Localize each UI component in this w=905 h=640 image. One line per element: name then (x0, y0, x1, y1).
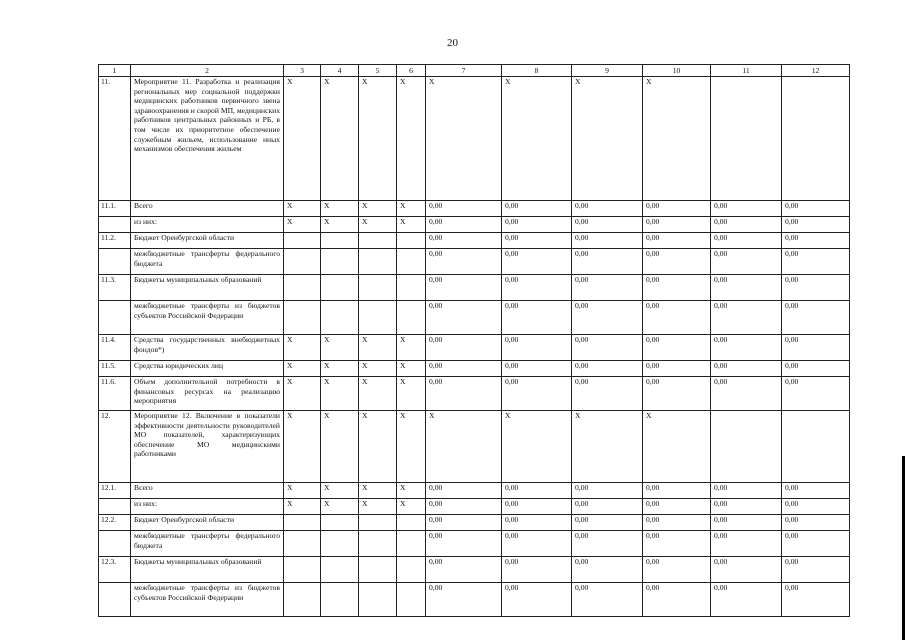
value-cell: 0,00 (426, 361, 502, 377)
value-cell: 0,00 (426, 301, 502, 335)
header-cell-2: 2 (131, 65, 284, 77)
value-cell: 0,00 (711, 301, 782, 335)
value-cell (359, 249, 397, 275)
value-cell: 0,00 (502, 361, 572, 377)
value-cell: 0,00 (782, 583, 850, 617)
value-cell (711, 77, 782, 201)
value-cell (359, 557, 397, 583)
value-cell: X (359, 201, 397, 217)
row-number-cell (99, 531, 131, 557)
table-row (99, 275, 850, 301)
value-cell: 0,00 (426, 499, 502, 515)
value-cell: 0,00 (643, 557, 711, 583)
description-cell: Мероприятие 12. Включение в показатели эффективности деятельности руководителей МО показателей, характеризующих обеспечение МО медицинскими работниками (131, 411, 284, 483)
value-cell (321, 557, 359, 583)
value-cell (397, 583, 426, 617)
value-cell: 0,00 (572, 361, 643, 377)
value-cell (284, 531, 321, 557)
value-cell (321, 515, 359, 531)
value-cell: 0,00 (502, 335, 572, 361)
value-cell: 0,00 (426, 249, 502, 275)
value-cell: 0,00 (426, 483, 502, 499)
value-cell: X (502, 77, 572, 201)
description-cell: Всего (131, 201, 284, 217)
value-cell (321, 531, 359, 557)
value-cell: 0,00 (711, 531, 782, 557)
financing-table (98, 64, 850, 617)
value-cell: X (359, 217, 397, 233)
table-row (99, 531, 850, 557)
table-row (99, 583, 850, 617)
header-cell-11: 11 (711, 65, 782, 77)
row-number-cell (99, 249, 131, 275)
value-cell: 0,00 (502, 301, 572, 335)
value-cell: 0,00 (502, 377, 572, 411)
value-cell: 0,00 (426, 557, 502, 583)
description-cell: Всего (131, 483, 284, 499)
description-cell: межбюджетные трансферты федерального бюджета (131, 249, 284, 275)
value-cell: 0,00 (643, 249, 711, 275)
value-cell: 0,00 (643, 275, 711, 301)
value-cell: X (643, 77, 711, 201)
value-cell: X (321, 201, 359, 217)
value-cell: 0,00 (711, 377, 782, 411)
value-cell: X (397, 377, 426, 411)
table-row (99, 217, 850, 233)
value-cell (397, 515, 426, 531)
value-cell: X (397, 411, 426, 483)
value-cell (321, 275, 359, 301)
value-cell (284, 275, 321, 301)
value-cell: 0,00 (502, 483, 572, 499)
value-cell: X (359, 499, 397, 515)
value-cell (321, 583, 359, 617)
value-cell (782, 411, 850, 483)
header-cell-5: 5 (359, 65, 397, 77)
table-row (99, 301, 850, 335)
value-cell: X (284, 335, 321, 361)
value-cell (284, 557, 321, 583)
value-cell: 0,00 (502, 557, 572, 583)
value-cell: X (284, 201, 321, 217)
row-number-cell: 12.1. (99, 483, 131, 499)
header-cell-10: 10 (643, 65, 711, 77)
value-cell: 0,00 (426, 531, 502, 557)
value-cell: 0,00 (643, 201, 711, 217)
value-cell (321, 249, 359, 275)
value-cell (711, 411, 782, 483)
description-cell: Бюджет Оренбургской области (131, 233, 284, 249)
table-header-row (99, 65, 850, 77)
value-cell: 0,00 (711, 499, 782, 515)
table-row (99, 515, 850, 531)
value-cell: X (572, 411, 643, 483)
row-number-cell: 11.6. (99, 377, 131, 411)
row-number-cell: 12.2. (99, 515, 131, 531)
value-cell: X (321, 411, 359, 483)
value-cell: 0,00 (572, 217, 643, 233)
value-cell: 0,00 (643, 483, 711, 499)
header-cell-1: 1 (99, 65, 131, 77)
value-cell: X (284, 377, 321, 411)
header-cell-9: 9 (572, 65, 643, 77)
header-cell-3: 3 (284, 65, 321, 77)
value-cell: 0,00 (782, 515, 850, 531)
row-number-cell: 11.1. (99, 201, 131, 217)
value-cell (284, 249, 321, 275)
value-cell (397, 233, 426, 249)
value-cell (359, 301, 397, 335)
value-cell: 0,00 (643, 583, 711, 617)
value-cell: 0,00 (426, 275, 502, 301)
table-row (99, 249, 850, 275)
header-cell-7: 7 (426, 65, 502, 77)
value-cell: 0,00 (782, 377, 850, 411)
value-cell: X (502, 411, 572, 483)
value-cell: X (397, 499, 426, 515)
value-cell: 0,00 (711, 233, 782, 249)
value-cell: X (284, 411, 321, 483)
value-cell: 0,00 (572, 483, 643, 499)
value-cell: X (321, 499, 359, 515)
value-cell: X (321, 77, 359, 201)
value-cell: 0,00 (502, 201, 572, 217)
table-row (99, 361, 850, 377)
value-cell: 0,00 (643, 335, 711, 361)
value-cell: 0,00 (711, 217, 782, 233)
table-row (99, 377, 850, 411)
value-cell: X (321, 217, 359, 233)
value-cell (359, 531, 397, 557)
value-cell: 0,00 (643, 515, 711, 531)
value-cell: 0,00 (782, 361, 850, 377)
value-cell: 0,00 (572, 233, 643, 249)
row-number-cell (99, 583, 131, 617)
value-cell: 0,00 (502, 515, 572, 531)
value-cell (359, 583, 397, 617)
row-number-cell: 11.3. (99, 275, 131, 301)
value-cell (397, 531, 426, 557)
value-cell: X (572, 77, 643, 201)
value-cell: 0,00 (643, 377, 711, 411)
value-cell: 0,00 (426, 377, 502, 411)
value-cell: 0,00 (782, 249, 850, 275)
table-row (99, 233, 850, 249)
value-cell: 0,00 (782, 233, 850, 249)
row-number-cell: 11.4. (99, 335, 131, 361)
value-cell: 0,00 (711, 249, 782, 275)
value-cell: 0,00 (782, 201, 850, 217)
value-cell (284, 583, 321, 617)
value-cell: X (397, 201, 426, 217)
value-cell (321, 233, 359, 249)
value-cell: 0,00 (572, 301, 643, 335)
value-cell: 0,00 (643, 233, 711, 249)
value-cell: 0,00 (643, 531, 711, 557)
value-cell: 0,00 (782, 499, 850, 515)
value-cell: X (397, 361, 426, 377)
value-cell: 0,00 (572, 335, 643, 361)
value-cell: X (359, 377, 397, 411)
value-cell: X (321, 483, 359, 499)
value-cell: X (426, 411, 502, 483)
row-number-cell: 12. (99, 411, 131, 483)
value-cell: 0,00 (711, 557, 782, 583)
description-cell: межбюджетные трансферты из бюджетов субъектов Российской Федерации (131, 583, 284, 617)
value-cell: X (643, 411, 711, 483)
value-cell: 0,00 (572, 499, 643, 515)
value-cell: X (359, 411, 397, 483)
value-cell: 0,00 (572, 515, 643, 531)
value-cell: 0,00 (643, 361, 711, 377)
value-cell: 0,00 (643, 217, 711, 233)
value-cell: 0,00 (502, 233, 572, 249)
table-row (99, 483, 850, 499)
value-cell: X (284, 361, 321, 377)
table-row (99, 77, 850, 201)
value-cell: X (359, 483, 397, 499)
description-cell: Мероприятие 11. Разработка и реализация региональных мер социальной поддержки медицинских работников первичного звена здравоохранения и скорой МП, медицинских работников центральных районных и РБ, в том числе их приоритетное обеспечение служебным жильем, использование иных механизмов обеспечения жильем (131, 77, 284, 201)
table-row (99, 201, 850, 217)
description-cell: Бюджет Оренбургской области (131, 515, 284, 531)
value-cell: 0,00 (711, 275, 782, 301)
value-cell (284, 301, 321, 335)
header-cell-4: 4 (321, 65, 359, 77)
row-number-cell: 11.2. (99, 233, 131, 249)
description-cell: из них: (131, 499, 284, 515)
value-cell: 0,00 (711, 583, 782, 617)
table-row (99, 499, 850, 515)
value-cell (397, 275, 426, 301)
value-cell: 0,00 (782, 275, 850, 301)
value-cell: 0,00 (426, 335, 502, 361)
value-cell: 0,00 (782, 483, 850, 499)
value-cell: 0,00 (426, 583, 502, 617)
value-cell (782, 77, 850, 201)
value-cell: X (321, 335, 359, 361)
description-cell: Бюджеты муниципальных образований (131, 275, 284, 301)
value-cell: 0,00 (711, 201, 782, 217)
row-number-cell (99, 499, 131, 515)
value-cell: X (397, 217, 426, 233)
value-cell: X (397, 77, 426, 201)
value-cell (359, 275, 397, 301)
value-cell: 0,00 (426, 233, 502, 249)
value-cell: 0,00 (572, 531, 643, 557)
description-cell: из них: (131, 217, 284, 233)
value-cell: 0,00 (782, 217, 850, 233)
value-cell: 0,00 (711, 335, 782, 361)
value-cell: 0,00 (502, 217, 572, 233)
value-cell: X (321, 377, 359, 411)
value-cell: X (359, 335, 397, 361)
value-cell: X (284, 499, 321, 515)
value-cell: X (284, 77, 321, 201)
value-cell: 0,00 (502, 275, 572, 301)
value-cell (284, 233, 321, 249)
value-cell: 0,00 (572, 201, 643, 217)
value-cell (284, 515, 321, 531)
table-row (99, 335, 850, 361)
value-cell (397, 301, 426, 335)
description-cell: Средства государственных внебюджетных фондов*) (131, 335, 284, 361)
row-number-cell (99, 301, 131, 335)
description-cell: межбюджетные трансферты из бюджетов субъектов Российской Федерации (131, 301, 284, 335)
row-number-cell: 12.3. (99, 557, 131, 583)
value-cell (359, 515, 397, 531)
value-cell: 0,00 (711, 483, 782, 499)
value-cell: 0,00 (502, 249, 572, 275)
value-cell: X (359, 361, 397, 377)
value-cell (359, 233, 397, 249)
value-cell: X (359, 77, 397, 201)
value-cell: 0,00 (643, 499, 711, 515)
value-cell: 0,00 (572, 377, 643, 411)
value-cell: 0,00 (572, 557, 643, 583)
value-cell: 0,00 (502, 531, 572, 557)
value-cell: 0,00 (711, 361, 782, 377)
value-cell: 0,00 (572, 249, 643, 275)
value-cell: 0,00 (782, 531, 850, 557)
value-cell: 0,00 (711, 515, 782, 531)
value-cell: 0,00 (502, 583, 572, 617)
header-cell-12: 12 (782, 65, 850, 77)
value-cell (397, 249, 426, 275)
value-cell: X (426, 77, 502, 201)
value-cell: 0,00 (782, 301, 850, 335)
header-cell-8: 8 (502, 65, 572, 77)
value-cell (321, 301, 359, 335)
value-cell: 0,00 (502, 499, 572, 515)
value-cell: 0,00 (782, 557, 850, 583)
value-cell: 0,00 (572, 583, 643, 617)
value-cell (397, 557, 426, 583)
row-number-cell: 11.5. (99, 361, 131, 377)
description-cell: межбюджетные трансферты федерального бюджета (131, 531, 284, 557)
description-cell: Бюджеты муниципальных образований (131, 557, 284, 583)
value-cell: X (321, 361, 359, 377)
value-cell: 0,00 (643, 301, 711, 335)
row-number-cell: 11. (99, 77, 131, 201)
value-cell: 0,00 (782, 335, 850, 361)
value-cell: X (284, 217, 321, 233)
value-cell: 0,00 (426, 515, 502, 531)
value-cell: 0,00 (426, 201, 502, 217)
header-cell-6: 6 (397, 65, 426, 77)
value-cell: X (397, 335, 426, 361)
value-cell: X (284, 483, 321, 499)
value-cell: 0,00 (426, 217, 502, 233)
table-row (99, 557, 850, 583)
table-row (99, 411, 850, 483)
row-number-cell (99, 217, 131, 233)
page-number: 20 (447, 37, 458, 49)
value-cell: X (397, 483, 426, 499)
description-cell: Средства юридических лиц (131, 361, 284, 377)
value-cell: 0,00 (572, 275, 643, 301)
description-cell: Объем дополнительной потребности в финансовых ресурсах на реализацию мероприятия (131, 377, 284, 411)
